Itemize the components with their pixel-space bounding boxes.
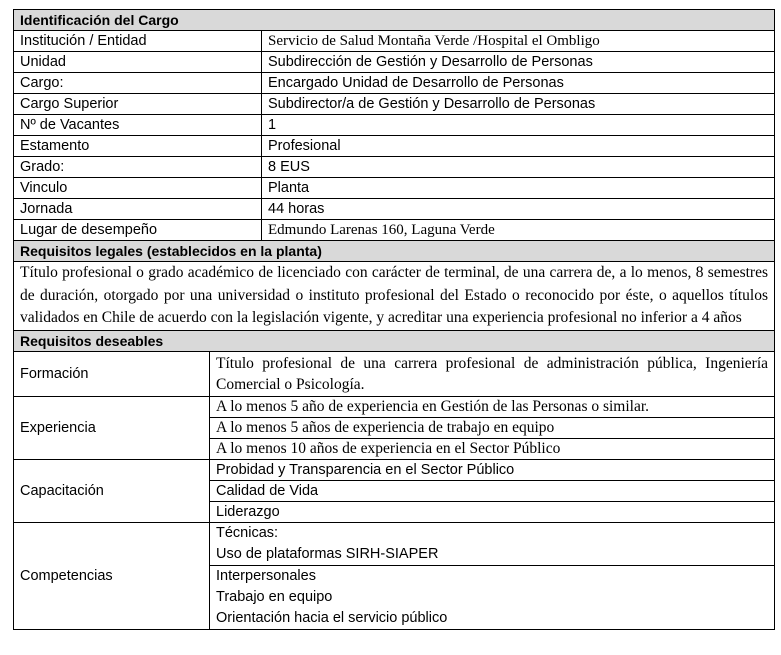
requisitos-legales-text: Título profesional o grado académico de licenciado con carácter de terminal, de una carrera de, a lo menos, 8 semestres de duración, otorgado por una universidad o instituto profesional del Estado o reconocido por éste, o aquellos títulos validados en Chile de acuerdo con la legislación vigente, y acreditar una experiencia profesional no inferior a 4 años	[14, 262, 775, 331]
requisitos-deseables-header: Requisitos deseables	[14, 330, 775, 351]
formacion-row	[14, 352, 775, 397]
table-row	[14, 220, 775, 241]
row-value: Subdirección de Gestión y Desarrollo de Personas	[262, 52, 775, 73]
row-label: Jornada	[14, 199, 262, 220]
row-value: Servicio de Salud Montaña Verde /Hospital el Ombligo	[262, 31, 775, 52]
row-label: Lugar de desempeño	[14, 220, 262, 241]
row-value: 44 horas	[262, 199, 775, 220]
identificacion-table	[13, 9, 775, 352]
competencias-label: Competencias	[14, 522, 210, 629]
capacitacion-item: Calidad de Vida	[210, 480, 775, 501]
row-value: 1	[262, 115, 775, 136]
identificacion-header: Identificación del Cargo	[14, 10, 775, 31]
experiencia-label: Experiencia	[14, 396, 210, 459]
experiencia-item: A lo menos 10 años de experiencia en el Sector Público	[210, 438, 775, 459]
interpersonales-header: Interpersonales	[216, 567, 316, 584]
interpersonales-item: Trabajo en equipo	[216, 588, 333, 605]
interpersonales-item: Orientación hacia el servicio público	[216, 609, 448, 626]
capacitacion-item: Liderazgo	[210, 501, 775, 522]
table-row	[14, 115, 775, 136]
requisitos-legales-header: Requisitos legales (establecidos en la planta)	[14, 241, 775, 262]
row-value: 8 EUS	[262, 157, 775, 178]
row-value: Encargado Unidad de Desarrollo de Personas	[262, 73, 775, 94]
capacitacion-row	[14, 459, 775, 480]
competencias-row	[14, 522, 775, 565]
table-row	[14, 178, 775, 199]
row-label: Cargo Superior	[14, 94, 262, 115]
row-value: Subdirector/a de Gestión y Desarrollo de Personas	[262, 94, 775, 115]
table-row	[14, 157, 775, 178]
formacion-text: Título profesional de una carrera profesional de administración pública, Ingeniería Comercial o Psicología.	[210, 352, 775, 397]
tecnicas-item: Uso de plataformas SIRH-SIAPER	[216, 545, 439, 562]
row-value: Profesional	[262, 136, 775, 157]
row-label: Grado:	[14, 157, 262, 178]
table-row	[14, 73, 775, 94]
capacitacion-label: Capacitación	[14, 459, 210, 522]
row-label: Estamento	[14, 136, 262, 157]
row-label: Nº de Vacantes	[14, 115, 262, 136]
table-row	[14, 52, 775, 73]
competencias-interpersonales	[210, 565, 775, 629]
experiencia-row	[14, 396, 775, 417]
table-row	[14, 136, 775, 157]
table-row	[14, 94, 775, 115]
experiencia-item: A lo menos 5 años de experiencia de trabajo en equipo	[210, 417, 775, 438]
row-value: Planta	[262, 178, 775, 199]
requisitos-deseables-table	[13, 352, 775, 630]
row-label: Unidad	[14, 52, 262, 73]
row-label: Institución / Entidad	[14, 31, 262, 52]
table-row	[14, 31, 775, 52]
competencias-tecnicas	[210, 522, 775, 565]
formacion-label: Formación	[14, 352, 210, 397]
job-profile-document	[13, 9, 775, 630]
row-value: Edmundo Larenas 160, Laguna Verde	[262, 220, 775, 241]
row-label: Cargo:	[14, 73, 262, 94]
experiencia-item: A lo menos 5 año de experiencia en Gestión de las Personas o similar.	[210, 396, 775, 417]
row-label: Vinculo	[14, 178, 262, 199]
capacitacion-item: Probidad y Transparencia en el Sector Público	[210, 459, 775, 480]
table-row	[14, 199, 775, 220]
tecnicas-header: Técnicas:	[216, 524, 279, 541]
